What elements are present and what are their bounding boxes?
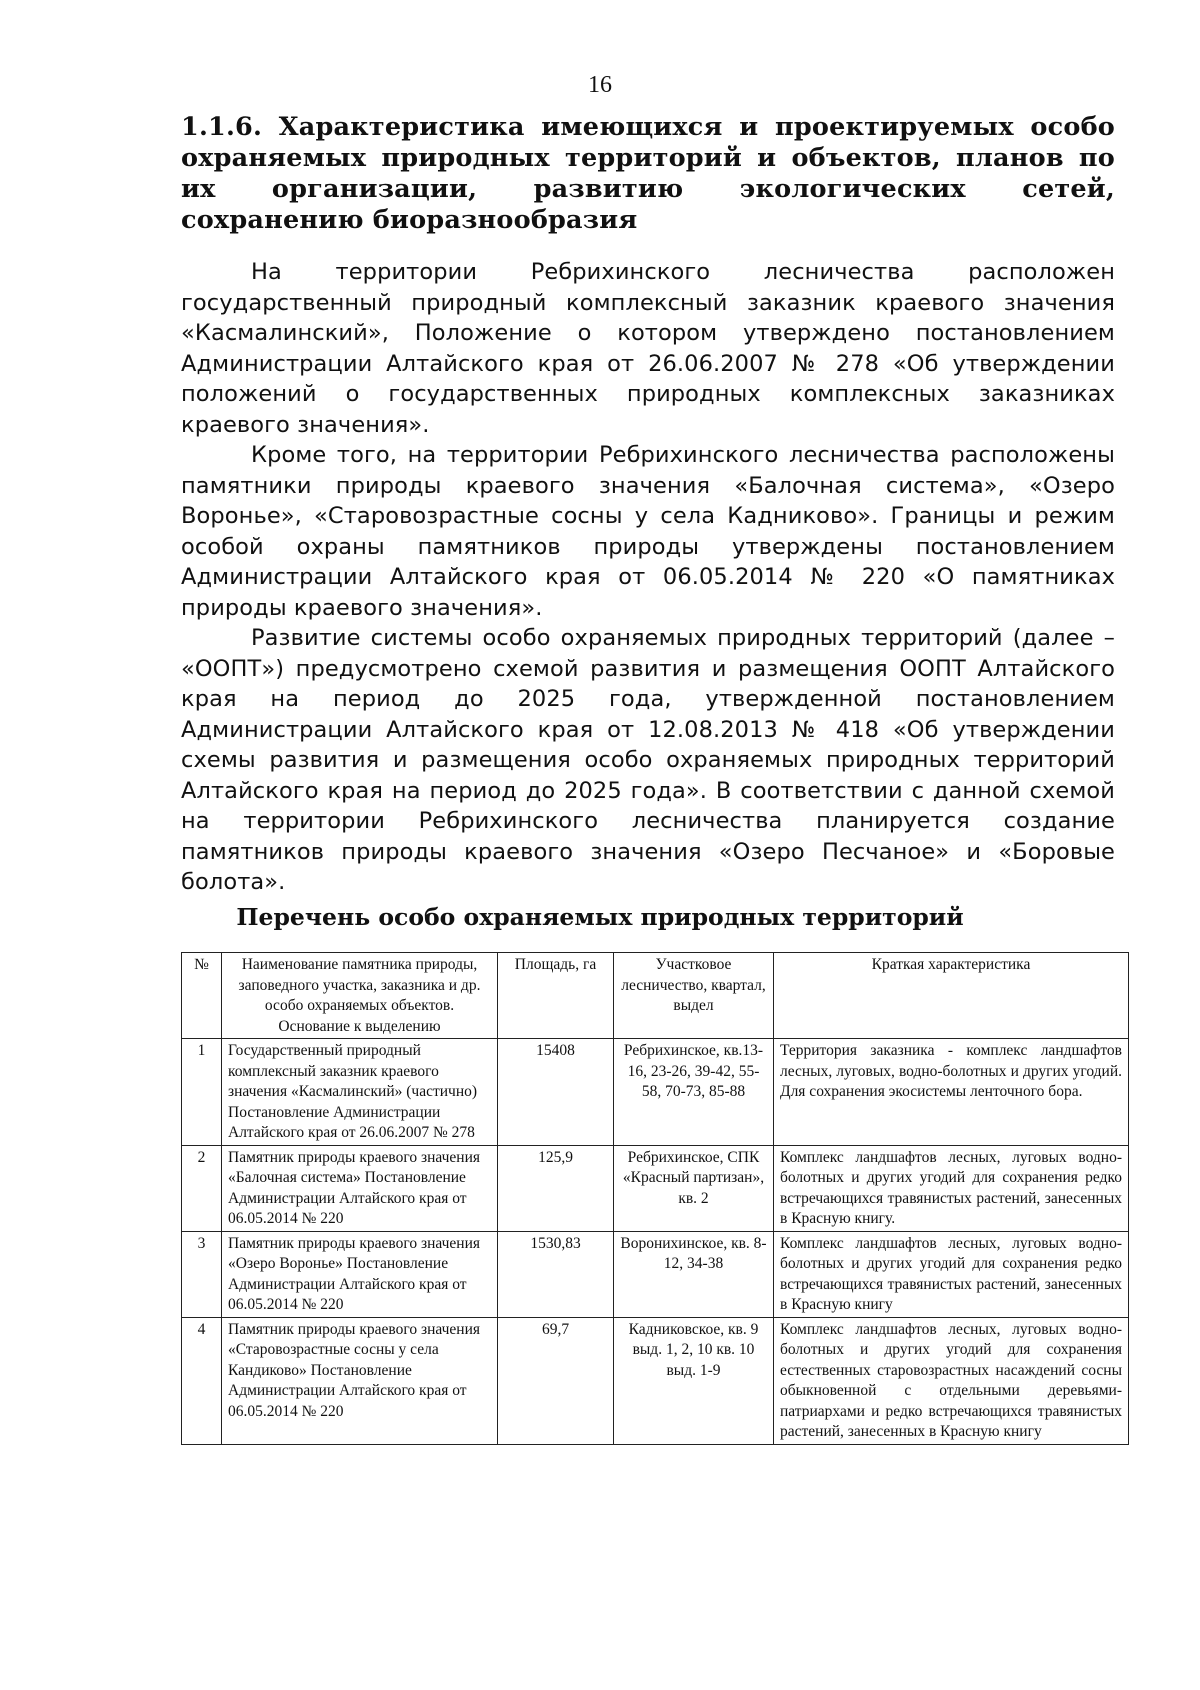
table-header-row xyxy=(182,953,1129,1039)
body-text xyxy=(181,257,1115,898)
paragraph-2: Кроме того, на территории Ребрихинского лесничества расположены памятники природы краевого значения «Балочная система», «Озеро Воронье», «Старовозрастные сосны у села Кадниково». Границы и режим особой охраны памятников природы утверждены постановлением Администрации Алтайского края от 06.05.2014 № 220 «О памятниках природы краевого значения». xyxy=(181,442,1115,621)
row-name: Государственный природный комплексный заказник краевого значения «Касмалинский» (частично) Постановление Администрации Алтайского края от 26.06.2007 № 278 xyxy=(222,1039,498,1146)
table-row xyxy=(182,1231,1129,1317)
row-num: 1 xyxy=(182,1039,222,1146)
table-row xyxy=(182,1039,1129,1146)
row-forestry: Ребрихинское, кв.13-16, 23-26, 39-42, 55-58, 70-73, 85-88 xyxy=(614,1039,774,1146)
row-area: 69,7 xyxy=(498,1317,614,1444)
paragraph-1: На территории Ребрихинского лесничества расположен государственный природный комплексный заказник краевого значения «Касмалинский», Положение о котором утверждено постановлением Администрации Алтайского края от 26.06.2007 № 278 «Об утверждении положений о государственных природных комплексных заказниках краевого значения». xyxy=(181,259,1115,438)
table-row xyxy=(182,1317,1129,1444)
page-number: 16 xyxy=(588,72,612,98)
row-description: Комплекс ландшафтов лесных, луговых водно-болотных и других угодий для сохранения естественных старовозрастных насаждений сосны обыкновенной с отдельными деревьями-патриархами и редко встречающихся травянистых растений, занесенных в Красную книгу xyxy=(774,1317,1129,1444)
row-description: Территория заказника - комплекс ландшафтов лесных, луговых, водно-болотных и других угодий. Для сохранения экосистемы ленточного бора. xyxy=(774,1039,1129,1146)
header-num: № xyxy=(182,953,222,1039)
paragraph-3: Развитие системы особо охраняемых природных территорий (далее – «ООПТ») предусмотрено схемой развития и размещения ООПТ Алтайского края на период до 2025 года, утвержденной постановлением Администрации Алтайского края от 12.08.2013 № 418 «Об утверждении схемы развития и размещения особо охраняемых природных территорий Алтайского края на период до 2025 года». В соответствии с данной схемой на территории Ребрихинского лесничества планируется создание памятников природы краевого значения «Озеро Песчаное» и «Боровые болота». xyxy=(181,625,1115,895)
header-area: Площадь, га xyxy=(498,953,614,1039)
table-title: Перечень особо охраняемых природных территорий xyxy=(236,903,964,931)
row-area: 1530,83 xyxy=(498,1231,614,1317)
row-forestry: Ребрихинское, СПК «Красный партизан», кв. 2 xyxy=(614,1145,774,1231)
row-num: 4 xyxy=(182,1317,222,1444)
row-description: Комплекс ландшафтов лесных, луговых водно-болотных и других угодий для сохранения редко встречающихся травянистых растений, занесенных в Красную книгу xyxy=(774,1231,1129,1317)
row-area: 125,9 xyxy=(498,1145,614,1231)
row-forestry: Кадниковское, кв. 9 выд. 1, 2, 10 кв. 10 выд. 1-9 xyxy=(614,1317,774,1444)
header-description: Краткая характеристика xyxy=(774,953,1129,1039)
section-heading: 1.1.6. Характеристика имеющихся и проектируемых особо охраняемых природных территорий и объектов, планов по их организации, развитию экологических сетей, сохранению биоразнообразия xyxy=(181,112,1115,235)
row-name: Памятник природы краевого значения «Старовозрастные сосны у села Кандиково» Постановление Администрации Алтайского края от 06.05.2014 № 220 xyxy=(222,1317,498,1444)
row-area: 15408 xyxy=(498,1039,614,1146)
header-forestry: Участковое лесничество, квартал, выдел xyxy=(614,953,774,1039)
header-name: Наименование памятника природы, заповедного участка, заказника и др. особо охраняемых объектов. Основание к выделению xyxy=(222,953,498,1039)
row-forestry: Воронихинское, кв. 8-12, 34-38 xyxy=(614,1231,774,1317)
row-num: 3 xyxy=(182,1231,222,1317)
row-name: Памятник природы краевого значения «Балочная система» Постановление Администрации Алтайского края от 06.05.2014 № 220 xyxy=(222,1145,498,1231)
row-description: Комплекс ландшафтов лесных, луговых водно-болотных и других угодий для сохранения редко встречающихся травянистых растений, занесенных в Красную книгу. xyxy=(774,1145,1129,1231)
table-row xyxy=(182,1145,1129,1231)
row-num: 2 xyxy=(182,1145,222,1231)
row-name: Памятник природы краевого значения «Озеро Воронье» Постановление Администрации Алтайского края от 06.05.2014 № 220 xyxy=(222,1231,498,1317)
protected-areas-table xyxy=(181,952,1129,1445)
